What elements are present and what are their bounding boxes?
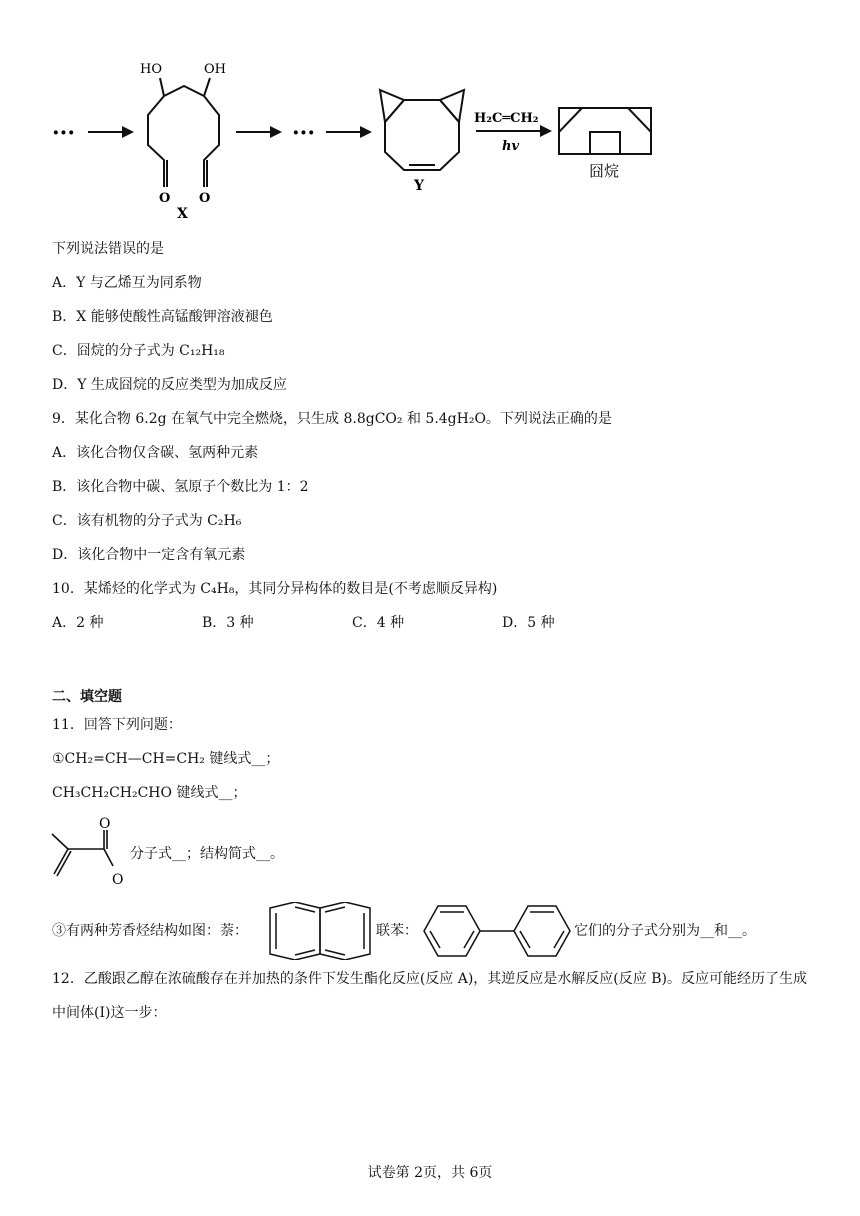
arrow-3 [326,126,372,138]
q10-option-c: C．4 种 [352,615,405,631]
compound-y-label: Y [414,178,424,194]
q10-stem: 10．某烯烃的化学式为 C₄H₈，其同分异构体的数目是(不考虑顺反异构) [52,581,498,597]
q9-option-b: B．该化合物中碳、氢原子个数比为 1：2 [52,479,309,495]
q10-option-d: D．5 种 [502,615,555,631]
product-structure [559,108,651,154]
q9-option-a: A．该化合物仅含碳、氢两种元素 [52,445,259,461]
reagent-top: H₂C═CH₂ [474,111,539,126]
compound-y-structure [380,90,464,170]
q10-option-a: A．2 种 [52,615,104,631]
q11-line2: CH₃CH₂CH₂CHO 键线式__； [52,785,247,801]
compound-x-label: X [177,206,188,222]
q11-line1: ①CH₂=CH—CH=CH₂ 键线式__； [52,751,280,767]
q8-stem: 下列说法错误的是 [52,241,164,257]
reagent-bottom: hv [502,139,520,154]
reaction-scheme [0,0,860,230]
product-name-label: 囧烷 [589,162,620,180]
page-footer: 试卷第 2页，共 6页 [367,1165,493,1181]
q11-line4-prefix: ③有两种芳香烃结构如图：萘： [52,923,248,939]
q11-line3: 分子式__；结构简式__。 [130,846,284,862]
compound-x-structure [148,78,219,187]
q11-line4-biphenyl-label: 联苯： [376,923,418,939]
o-left-label: O [159,191,171,206]
q8-option-c: C．囧烷的分子式为 C₁₂H₁₈ [52,343,225,359]
section-heading: 二、填空题 [52,689,122,705]
dots-middle: ··· [292,120,315,146]
q9-option-c: C．该有机物的分子式为 C₂H₆ [52,513,242,529]
naphthalene-structure [264,902,374,960]
arrow-2 [236,126,282,138]
q11-stem: 11．回答下列问题： [52,717,182,733]
q9-option-d: D．该化合物中一定含有氧元素 [52,547,246,563]
q10-option-b: B．3 种 [202,615,254,631]
ester-structure [48,814,130,890]
q12-text: 12．乙酸跟乙醇在浓硫酸存在并加热的条件下发生酯化反应(反应 A)，其逆反应是水解反应(反应 B)。反应可能经历了生成中间体(I)这一步： [52,971,807,1021]
oh-left-label: HO [140,62,162,77]
q8-option-a: A．Y 与乙烯互为同系物 [52,275,202,291]
dots-left: ··· [52,120,75,146]
biphenyl-structure [420,900,574,962]
arrow-1 [88,126,134,138]
ester-o-bottom: O [112,872,124,888]
oh-right-label: OH [204,62,226,77]
q9-stem: 9．某化合物 6.2g 在氧气中完全燃烧，只生成 8.8gCO₂ 和 5.4gH₂O。下列说法正确的是 [52,411,612,427]
arrow-4 [476,125,552,137]
o-right-label: O [199,191,211,206]
q8-option-b: B．X 能够使酸性高锰酸钾溶液褪色 [52,309,273,325]
ester-o-top: O [99,816,111,832]
q11-line4-suffix: 它们的分子式分别为__和__。 [574,923,756,939]
q8-option-d: D．Y 生成囧烷的反应类型为加成反应 [52,377,287,393]
